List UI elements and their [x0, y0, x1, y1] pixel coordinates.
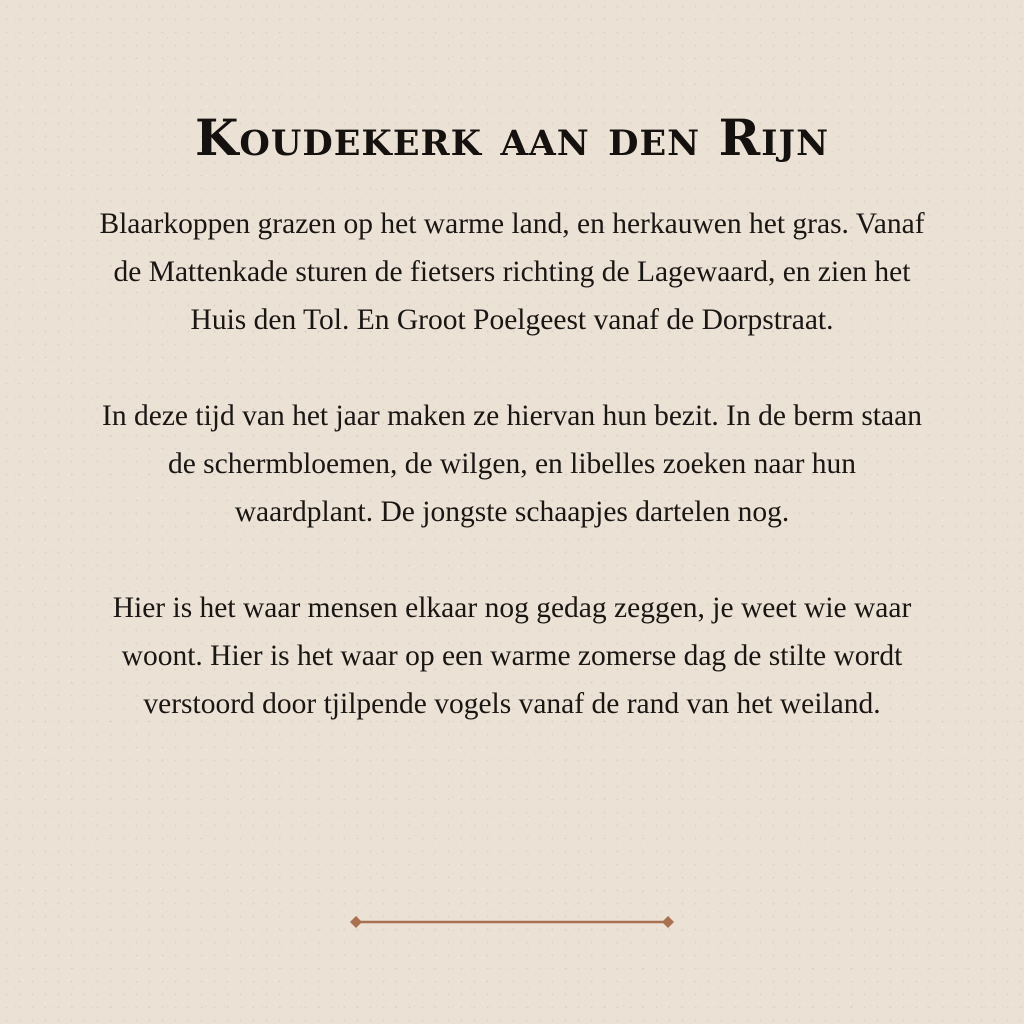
poem-body — [96, 200, 928, 776]
divider-ornament-icon — [348, 914, 676, 930]
page-title: Koudekerk aan den Rijn — [194, 108, 830, 167]
paragraph-2: In deze tijd van het jaar maken ze hiervan hun bezit. In de berm staan de schermbloemen, de wilgen, en libelles zoeken naar hun waardplant. De jongste schaapjes dartelen nog. — [102, 400, 922, 528]
paragraph-3: Hier is het waar mensen elkaar nog gedag zeggen, je weet wie waar woont. Hier is het waar op een warme zomerse dag de stilte wordt verstoord door tjilpende vogels vanaf de rand van het weiland. — [112, 592, 912, 720]
divider-diamond-right — [662, 916, 674, 928]
divider-diamond-left — [350, 916, 362, 928]
paragraph-1: Blaarkoppen grazen op het warme land, en herkauwen het gras. Vanaf de Mattenkade sturen de fietsers richting de Lagewaard, en zien het Huis den Tol. En Groot Poelgeest vanaf de Dorpstraat. — [99, 208, 925, 336]
